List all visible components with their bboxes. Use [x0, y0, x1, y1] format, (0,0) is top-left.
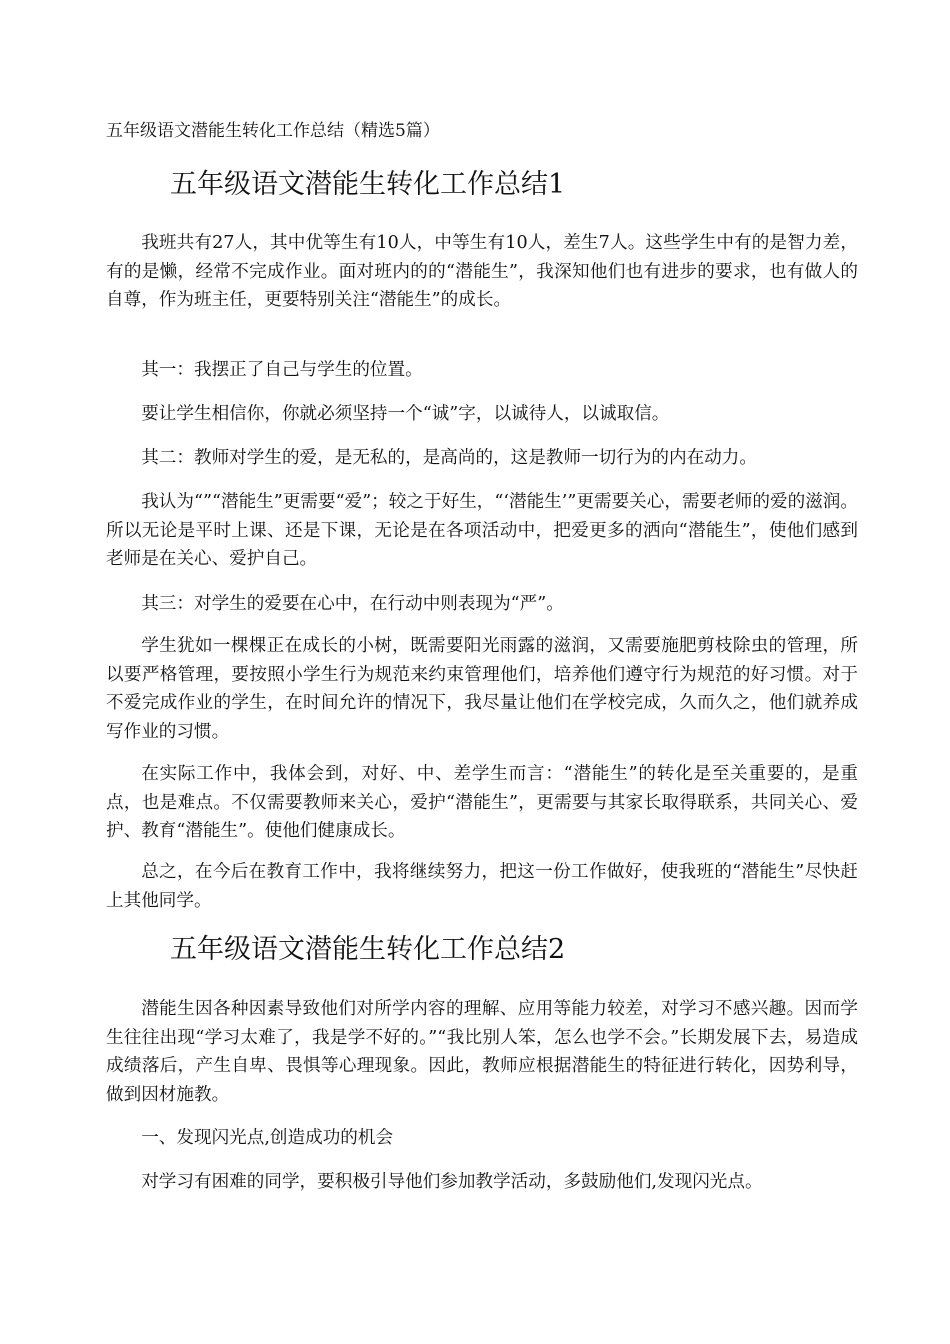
paragraph: 其三：对学生的爱要在心中，在行动中则表现为“严”。	[141, 594, 564, 614]
paragraph: 潜能生因各种因素导致他们对所学内容的理解、应用等能力较差，对学习不感兴趣。因而学生往往出现“学习太难了，我是学不好的。”“我比别人笨，怎么也学不会。”长期发展下去，易造成成绩落后，产生自卑、畏惧等心理现象。因此，教师应根据潜能生的特征进行转化，因势利导，做到因材施教。	[106, 999, 858, 1105]
section-heading-2: 五年级语文潜能生转化工作总结2	[170, 934, 566, 965]
paragraph: 其二：教师对学生的爱，是无私的，是高尚的，这是教师一切行为的内在动力。	[141, 448, 757, 468]
paragraph: 一、发现闪光点,创造成功的机会	[141, 1128, 394, 1148]
section-heading-1: 五年级语文潜能生转化工作总结1	[170, 169, 566, 200]
paragraph: 对学习有困难的同学，要积极引导他们参加教学活动，多鼓励他们,发现闪光点。	[141, 1172, 763, 1192]
paragraph: 学生犹如一棵棵正在成长的小树，既需要阳光雨露的滋润，又需要施肥剪枝除虫的管理，所以要严格管理，要按照小学生行为规范来约束管理他们，培养他们遵守行为规范的好习惯。对于不爱完成作业的学生，在时间允许的情况下，我尽量让他们在学校完成，久而久之，他们就养成写作业的习惯。	[106, 636, 858, 742]
paragraph: 在实际工作中，我体会到，对好、中、差学生而言：“潜能生”的转化是至关重要的，是重点，也是难点。不仅需要教师来关心，爱护“潜能生”，更需要与其家长取得联系，共同关心、爱护、教育“潜能生”。使他们健康成长。	[106, 764, 858, 841]
paragraph: 要让学生相信你，你就必须坚持一个“诚”字，以诚待人，以诚取信。	[141, 404, 670, 424]
document-title: 五年级语文潜能生转化工作总结（精选5篇）	[106, 121, 440, 141]
paragraph: 其一：我摆正了自己与学生的位置。	[141, 360, 423, 380]
paragraph: 我认为“”“潜能生”更需要“爱”；较之于好生，“‘潜能生’”更需要关心，需要老师的爱的滋润。所以无论是平时上课、还是下课，无论是在各项活动中，把爱更多的洒向“潜能生”，使他们感到老师是在关心、爱护自己。	[106, 492, 858, 569]
paragraph: 我班共有27人，其中优等生有10人，中等生有10人，差生7人。这些学生中有的是智力差，有的是懒，经常不完成作业。面对班内的的“潜能生”，我深知他们也有进步的要求，也有做人的自尊，作为班主任，更要特别关注“潜能生”的成长。	[106, 233, 858, 310]
paragraph: 总之，在今后在教育工作中，我将继续努力，把这一份工作做好，使我班的“潜能生”尽快赶上其他同学。	[106, 862, 858, 911]
